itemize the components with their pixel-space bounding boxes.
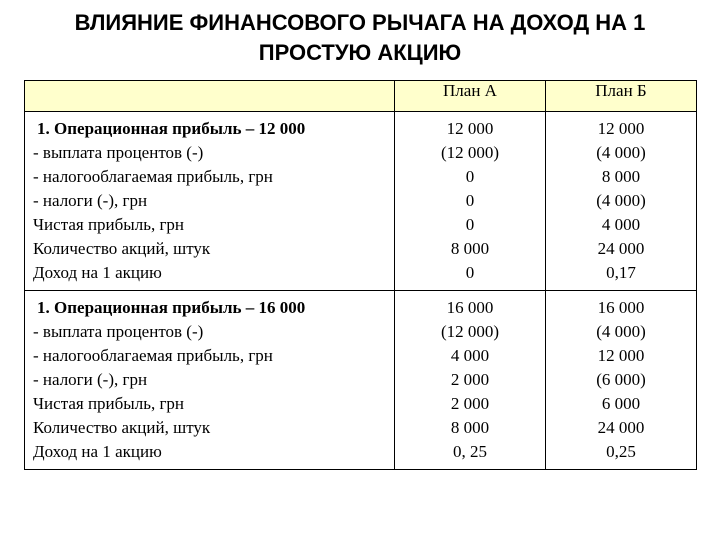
plan-b-value: 4 000 — [601, 215, 641, 234]
plan-b-value: (4 000) — [596, 143, 646, 162]
row-label: 1. Операционная прибыль – 12 000 — [37, 119, 306, 138]
block-1-plan-a — [395, 112, 546, 291]
plan-b-value: 12 000 — [597, 119, 645, 138]
plan-b-value: 6 000 — [601, 394, 641, 413]
title-line-2: ПРОСТУЮ АКЦИЮ — [258, 40, 462, 65]
plan-a-value: 2 000 — [450, 394, 490, 413]
row-label: - налоги (-), грн — [33, 191, 148, 210]
plan-a-value: (12 000) — [440, 322, 500, 341]
row-label: Доход на 1 акцию — [33, 263, 162, 282]
plan-b-value: 0,17 — [606, 263, 636, 282]
plan-b-value: (4 000) — [596, 191, 646, 210]
table-block-2 — [25, 291, 697, 470]
row-label: Количество акций, штук — [33, 239, 211, 258]
block-1-labels — [25, 112, 395, 291]
plan-b-value: 0,25 — [606, 442, 636, 461]
block-2-plan-b — [546, 291, 697, 470]
plan-a-value: 0 — [465, 215, 475, 234]
plan-a-value: 2 000 — [450, 370, 490, 389]
leverage-table — [24, 80, 697, 470]
table-header-row — [25, 81, 697, 112]
plan-a-value: 0 — [465, 263, 475, 282]
plan-b-value: (6 000) — [596, 370, 646, 389]
block-1-plan-b — [546, 112, 697, 291]
plan-b-value: 8 000 — [601, 167, 641, 186]
plan-b-value: 16 000 — [597, 298, 645, 317]
table-block-1 — [25, 112, 697, 291]
plan-b-value: (4 000) — [596, 322, 646, 341]
row-label: Чистая прибыль, грн — [33, 394, 185, 413]
row-label: - выплата процентов (-) — [33, 322, 204, 341]
plan-a-value: 12 000 — [446, 119, 494, 138]
row-label: - налогооблагаемая прибыль, грн — [33, 167, 273, 186]
block-2-labels — [25, 291, 395, 470]
row-label: Чистая прибыль, грн — [33, 215, 185, 234]
plan-a-value: 8 000 — [450, 418, 490, 437]
row-label: - налогооблагаемая прибыль, грн — [33, 346, 273, 365]
row-label: 1. Операционная прибыль – 16 000 — [37, 298, 306, 317]
plan-a-value: (12 000) — [440, 143, 500, 162]
plan-a-value: 0, 25 — [453, 442, 487, 461]
plan-a-value: 4 000 — [450, 346, 490, 365]
plan-a-value: 0 — [465, 167, 475, 186]
row-label: Количество акций, штук — [33, 418, 211, 437]
plan-a-value: 16 000 — [446, 298, 494, 317]
row-label: - налоги (-), грн — [33, 370, 148, 389]
block-2-plan-a — [395, 291, 546, 470]
row-label: - выплата процентов (-) — [33, 143, 204, 162]
plan-b-value: 24 000 — [597, 418, 645, 437]
header-plan-b: План Б — [546, 81, 697, 112]
header-label-cell — [25, 81, 395, 112]
plan-b-value: 24 000 — [597, 239, 645, 258]
title-line-1: ВЛИЯНИЕ ФИНАНСОВОГО РЫЧАГА НА ДОХОД НА 1 — [74, 10, 646, 35]
plan-a-value: 0 — [465, 191, 475, 210]
header-plan-a: План А — [395, 81, 546, 112]
slide-title — [0, 8, 720, 68]
row-label: Доход на 1 акцию — [33, 442, 162, 461]
plan-a-value: 8 000 — [450, 239, 490, 258]
plan-b-value: 12 000 — [597, 346, 645, 365]
